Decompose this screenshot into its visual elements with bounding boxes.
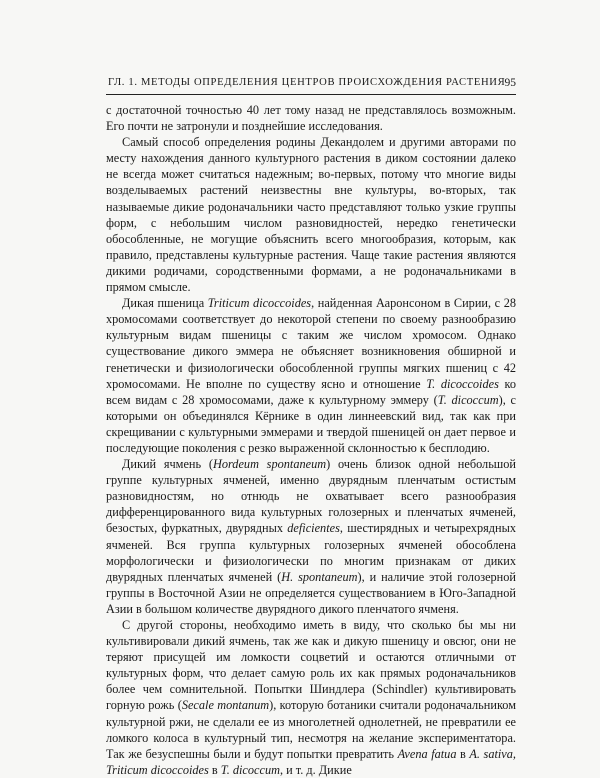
text-run: , найденная Ааронсоном в Сирии, с 28 хромосомами соответствует до некоторой степени по своему разнообразию культурным видам пшеницы с таким же числом хромосом. Однако существование дикого эммера не объясняет возникновения обширной и генетически и физиологически обособленной группы мягких пшениц с 42 хромосомами. Не вполне по существу ясно и отношение: [106, 296, 516, 391]
text-run: в: [208, 762, 221, 777]
paragraph: [106, 295, 516, 456]
latin-term: T. dicoccoides: [426, 376, 499, 391]
paragraph: [106, 102, 516, 134]
latin-term: deficientes: [287, 521, 340, 536]
paragraph: [106, 134, 516, 295]
text-run: ) очень близок одной небольшой группе культурных ячменей, именно двурядным пленчатым остистым разновидностям, но отнюдь не охватывает всего разнообразия дифференцированного вида культурных голозерных и пленчатых ячменей, безостых, фуркатных, двурядных: [106, 457, 516, 536]
body-text: [106, 102, 516, 778]
latin-term: Secale montanum: [181, 698, 270, 713]
latin-term: Avena fatua: [397, 746, 457, 761]
paragraph: [106, 456, 516, 617]
running-header: [106, 76, 516, 92]
text-run: , и т. д. Дикие: [279, 762, 352, 777]
text-run: ), с которыми он объединялся Кёрнике в один линнеевский вид, так как при скрещивании с культурными эммерами и твердой пшеницей он дает первое и последующие поколения с резко выраженной склонностью к бесплодию.: [106, 392, 516, 455]
text-run: С другой стороны, необходимо иметь в виду, что сколько бы мы ни культивировали дикий ячмень, так же как и дикую пшеницу и овсюг, они не теряют присущей им ломкости соцветий и остаются отличными от культурных форм, что делает самую роль их как прямых родоначальников более чем сомнительной. Попытки Шиндлера (Schindler) культивировать горную рожь (: [106, 618, 516, 713]
latin-term: H. spontaneum: [281, 569, 358, 584]
latin-term: T. dicoccum: [220, 762, 280, 777]
text-run: в: [456, 746, 470, 761]
text-run: ко всем видам с 28 хромосомами, даже к культурному эммеру (: [106, 376, 517, 407]
text-run: ), которую ботаники считали родоначальником культурной ржи, не сделали ее из многолетней однолетней, не превратили ее ломкого колоса в культурный тип, несмотря на желание экспериментатора. Так же безуспешны были и будут попытки превратить: [106, 698, 516, 761]
text-run: с достаточной точностью 40 лет тому назад не представлялось возможным. Его почти не затронули и позднейшие исследования.: [106, 103, 516, 134]
text-run: ), и наличие этой голозерной группы в Восточной Азии не определяется существованием в Юго-Западной Азии в большом количестве двурядного дикого пленчатого ячменя.: [106, 569, 516, 616]
text-run: Дикий ячмень (: [122, 457, 213, 472]
header-rule: [106, 94, 516, 95]
text-run: Дикая пшеница: [122, 296, 208, 311]
latin-term: A. sativa, Triticum dicoccoides: [106, 746, 516, 777]
page-number: 95: [504, 77, 516, 89]
text-run: , шестирядных и четырехрядных ячменей. Вся группа культурных голозерных ячменей обособлена морфологически и физиологически по многим признакам от диких двурядных пленчатых ячменей (: [106, 521, 516, 584]
chapter-title: ГЛ. 1. МЕТОДЫ ОПРЕДЕЛЕНИЯ ЦЕНТРОВ ПРОИСХОЖДЕНИЯ РАСТЕНИЯ: [108, 77, 506, 88]
text-run: Самый способ определения родины Декандолем и другими авторами по месту нахождения данного культурного растения в диком состоянии далеко не всегда может считаться надежным; во-первых, потому что многие виды возделываемых растений неизвестны вне культуры, во-вторых, так называемые дикие родоначальники часто представляют только узкие группы форм, с небольшим числом разновидностей, нередко генетически обособленные, не могущие объяснить всего многообразия, которым, как правило, представлены культурные растения. Чаще такие растения являются дикими родичами, сородственными формами, а не родоначальниками в прямом смысле.: [106, 135, 516, 295]
latin-term: Hordeum spontaneum: [212, 457, 327, 472]
paragraph: [106, 617, 516, 778]
latin-term: Triticum dicoccoides: [207, 296, 312, 311]
latin-term: T. dicoccum: [437, 392, 499, 407]
